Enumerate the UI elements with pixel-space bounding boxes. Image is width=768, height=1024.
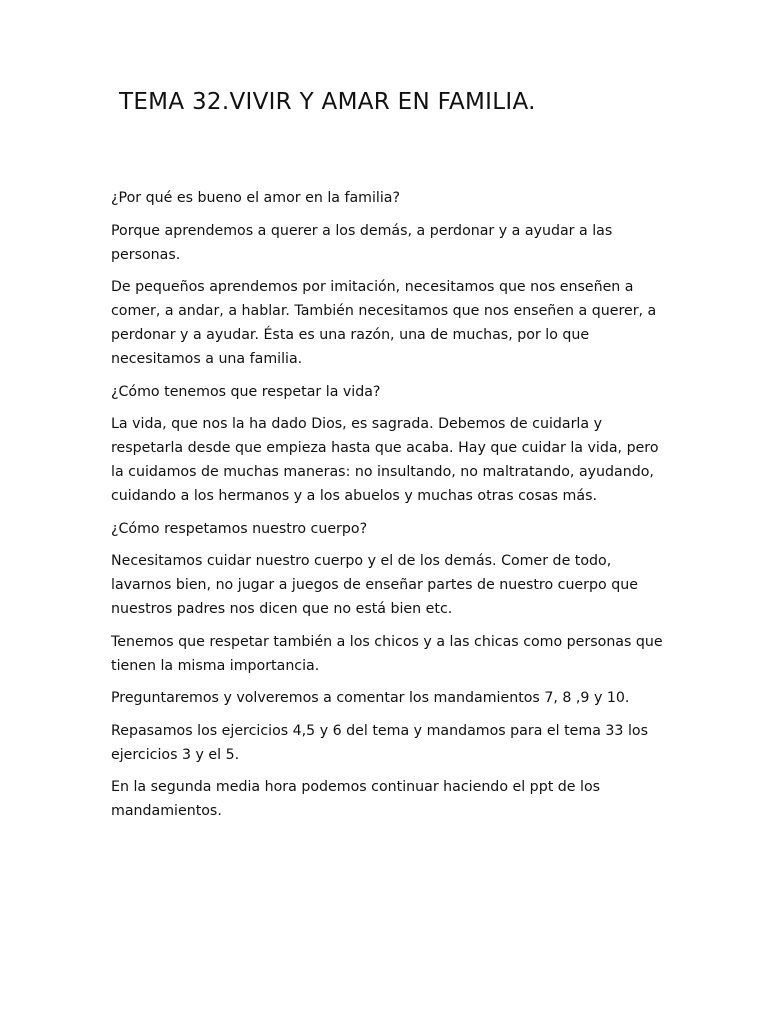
question-paragraph: ¿Cómo tenemos que respetar la vida? <box>111 383 381 400</box>
body-paragraph: Necesitamos cuidar nuestro cuerpo y el de los demás. Comer de todo, lavarnos bien, no jugar a juegos de enseñar partes de nuestro cuerpo que nuestros padres nos dicen que no está bien etc. <box>111 553 638 617</box>
body-paragraph: Repasamos los ejercicios 4,5 y 6 del tema y mandamos para el tema 33 los ejercicios 3 y el 5. <box>111 722 648 763</box>
body-paragraph: En la segunda media hora podemos continuar haciendo el ppt de los mandamientos. <box>111 779 601 819</box>
body-paragraph: Porque aprendemos a querer a los demás, a perdonar y a ayudar a las personas. <box>111 222 613 263</box>
question-paragraph: ¿Por qué es bueno el amor en la familia? <box>111 190 401 206</box>
body-paragraph: La vida, que nos la ha dado Dios, es sagrada. Debemos de cuidarla y respetarla desde que empieza hasta que acaba. Hay que cuidar la vida, pero la cuidamos de muchas maneras: no insultando, no maltratando, ayudando, cuidando a los hermanos y a los abuelos y muchas otras cosas más. <box>111 416 659 504</box>
body-paragraph: De pequeños aprendemos por imitación, necesitamos que nos enseñen a comer, a andar, a hablar. También necesitamos que nos enseñen a querer, a perdonar y a ayudar. Ésta es una razón, una de muchas, por lo que necesitamos a una familia. <box>111 279 657 367</box>
document-title: TEMA 32.VIVIR Y AMAR EN FAMILIA. <box>119 89 536 115</box>
body-paragraph: Preguntaremos y volveremos a comentar los mandamientos 7, 8 ,9 y 10. <box>111 690 630 706</box>
question-paragraph: ¿Cómo respetamos nuestro cuerpo? <box>111 520 368 537</box>
document-body <box>111 186 671 832</box>
body-paragraph: Tenemos que respetar también a los chicos y a las chicas como personas que tienen la misma importancia. <box>111 633 663 674</box>
